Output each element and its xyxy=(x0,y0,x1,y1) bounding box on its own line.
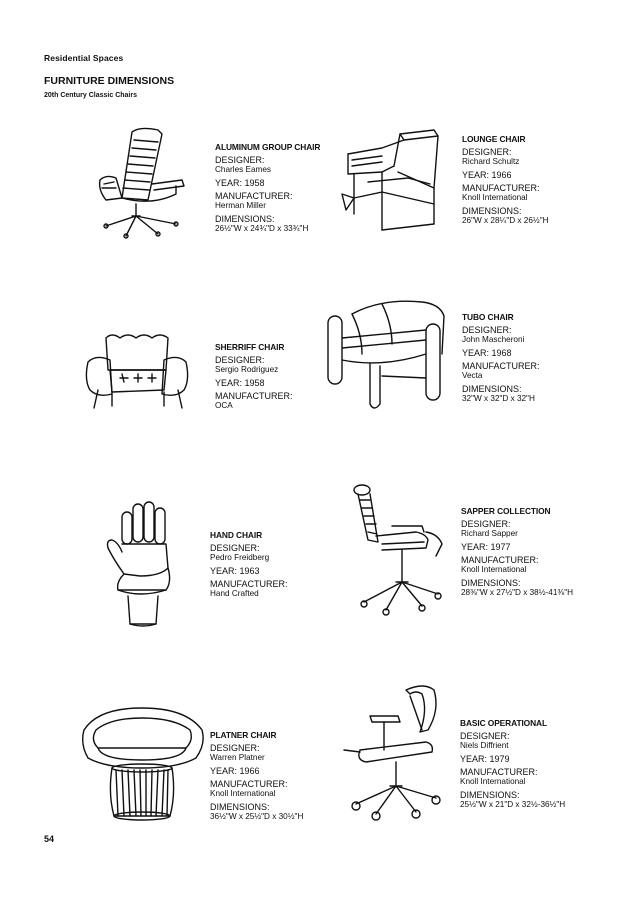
manufacturer-value: Knoll International xyxy=(461,565,527,574)
manufacturer-value: Hand Crafted xyxy=(210,589,259,598)
year-value: YEAR: 1963 xyxy=(210,566,260,576)
designer-label: DESIGNER: xyxy=(460,731,510,741)
designer-value: John Mascheroni xyxy=(462,335,525,344)
manufacturer-label: MANUFACTURER: xyxy=(215,391,293,401)
dimensions-label: DIMENSIONS: xyxy=(215,214,275,224)
dimensions-label: DIMENSIONS: xyxy=(462,384,522,394)
manufacturer-value: Vecta xyxy=(462,371,483,380)
dimensions-value: 26"W x 28¼"D x 26½"H xyxy=(462,216,549,225)
manufacturer-value: Knoll International xyxy=(210,789,276,798)
manufacturer-label: MANUFACTURER: xyxy=(210,779,288,789)
designer-label: DESIGNER: xyxy=(210,743,260,753)
chair-info-lounge xyxy=(462,134,632,226)
designer-value: Richard Sapper xyxy=(461,529,518,538)
dimensions-value: 26½"W x 24¾"D x 33¾"H xyxy=(215,224,309,233)
chair-name: TUBO CHAIR xyxy=(462,312,514,322)
dimensions-label: DIMENSIONS: xyxy=(462,206,522,216)
year-value: YEAR: 1966 xyxy=(210,766,260,776)
designer-value: Sergio Rodriguez xyxy=(215,365,279,374)
designer-value: Charles Eames xyxy=(215,165,271,174)
manufacturer-label: MANUFACTURER: xyxy=(210,579,288,589)
designer-label: DESIGNER: xyxy=(215,155,265,165)
platner-chair-illustration xyxy=(78,704,208,829)
sherriff-chair-illustration xyxy=(82,326,194,415)
designer-value: Pedro Freidberg xyxy=(210,553,270,562)
year-value: YEAR: 1958 xyxy=(215,178,265,188)
chair-name: SHERRIFF CHAIR xyxy=(215,342,285,352)
sapper-chair-illustration xyxy=(346,482,446,621)
dimensions-value: 25½"W x 21"D x 32½-36½"H xyxy=(460,800,566,809)
chair-info-basic-operational xyxy=(460,718,630,810)
designer-value: Richard Schultz xyxy=(462,157,520,166)
designer-label: DESIGNER: xyxy=(462,325,512,335)
dimensions-label: DIMENSIONS: xyxy=(461,578,521,588)
page-subtitle: 20th Century Classic Chairs xyxy=(44,92,137,99)
dimensions-label: DIMENSIONS: xyxy=(460,790,520,800)
manufacturer-value: Knoll International xyxy=(460,777,526,786)
year-value: YEAR: 1966 xyxy=(462,170,512,180)
chair-info-tubo xyxy=(462,312,632,404)
basic-operational-chair-illustration xyxy=(336,680,446,827)
manufacturer-value: OCA xyxy=(215,401,233,410)
year-value: YEAR: 1979 xyxy=(460,754,510,764)
dimensions-value: 28⅜"W x 27½"D x 38½-41⅜"H xyxy=(461,588,574,597)
designer-value: Warren Platner xyxy=(210,753,265,762)
chair-name: SAPPER COLLECTION xyxy=(461,506,551,516)
designer-label: DESIGNER: xyxy=(215,355,265,365)
tubo-chair-illustration xyxy=(322,294,452,421)
manufacturer-label: MANUFACTURER: xyxy=(460,767,538,777)
section-label: Residential Spaces xyxy=(44,53,124,63)
hand-chair-illustration xyxy=(100,498,190,633)
manufacturer-value: Knoll International xyxy=(462,193,528,202)
designer-label: DESIGNER: xyxy=(462,147,512,157)
dimensions-label: DIMENSIONS: xyxy=(210,802,270,812)
year-value: YEAR: 1958 xyxy=(215,378,265,388)
lounge-chair-illustration xyxy=(338,126,450,243)
dimensions-value: 36½"W x 25½"D x 30½"H xyxy=(210,812,304,821)
dimensions-value: 32"W x 32"D x 32"H xyxy=(462,394,535,403)
manufacturer-value: Herman Miller xyxy=(215,201,266,210)
year-value: YEAR: 1977 xyxy=(461,542,511,552)
designer-label: DESIGNER: xyxy=(461,519,511,529)
chair-name: PLATNER CHAIR xyxy=(210,730,277,740)
manufacturer-label: MANUFACTURER: xyxy=(461,555,539,565)
aluminum-group-chair-illustration xyxy=(92,124,202,249)
designer-label: DESIGNER: xyxy=(210,543,260,553)
page-number: 54 xyxy=(44,834,55,844)
chair-name: HAND CHAIR xyxy=(210,530,263,540)
chair-name: LOUNGE CHAIR xyxy=(462,134,526,144)
chair-info-sapper xyxy=(461,506,631,598)
page-title: FURNITURE DIMENSIONS xyxy=(44,75,175,87)
year-value: YEAR: 1968 xyxy=(462,348,512,358)
chair-name: BASIC OPERATIONAL xyxy=(460,718,548,728)
chair-name: ALUMINUM GROUP CHAIR xyxy=(215,142,321,152)
manufacturer-label: MANUFACTURER: xyxy=(462,361,540,371)
designer-value: Niels Diffrient xyxy=(460,741,509,750)
manufacturer-label: MANUFACTURER: xyxy=(462,183,540,193)
manufacturer-label: MANUFACTURER: xyxy=(215,191,293,201)
